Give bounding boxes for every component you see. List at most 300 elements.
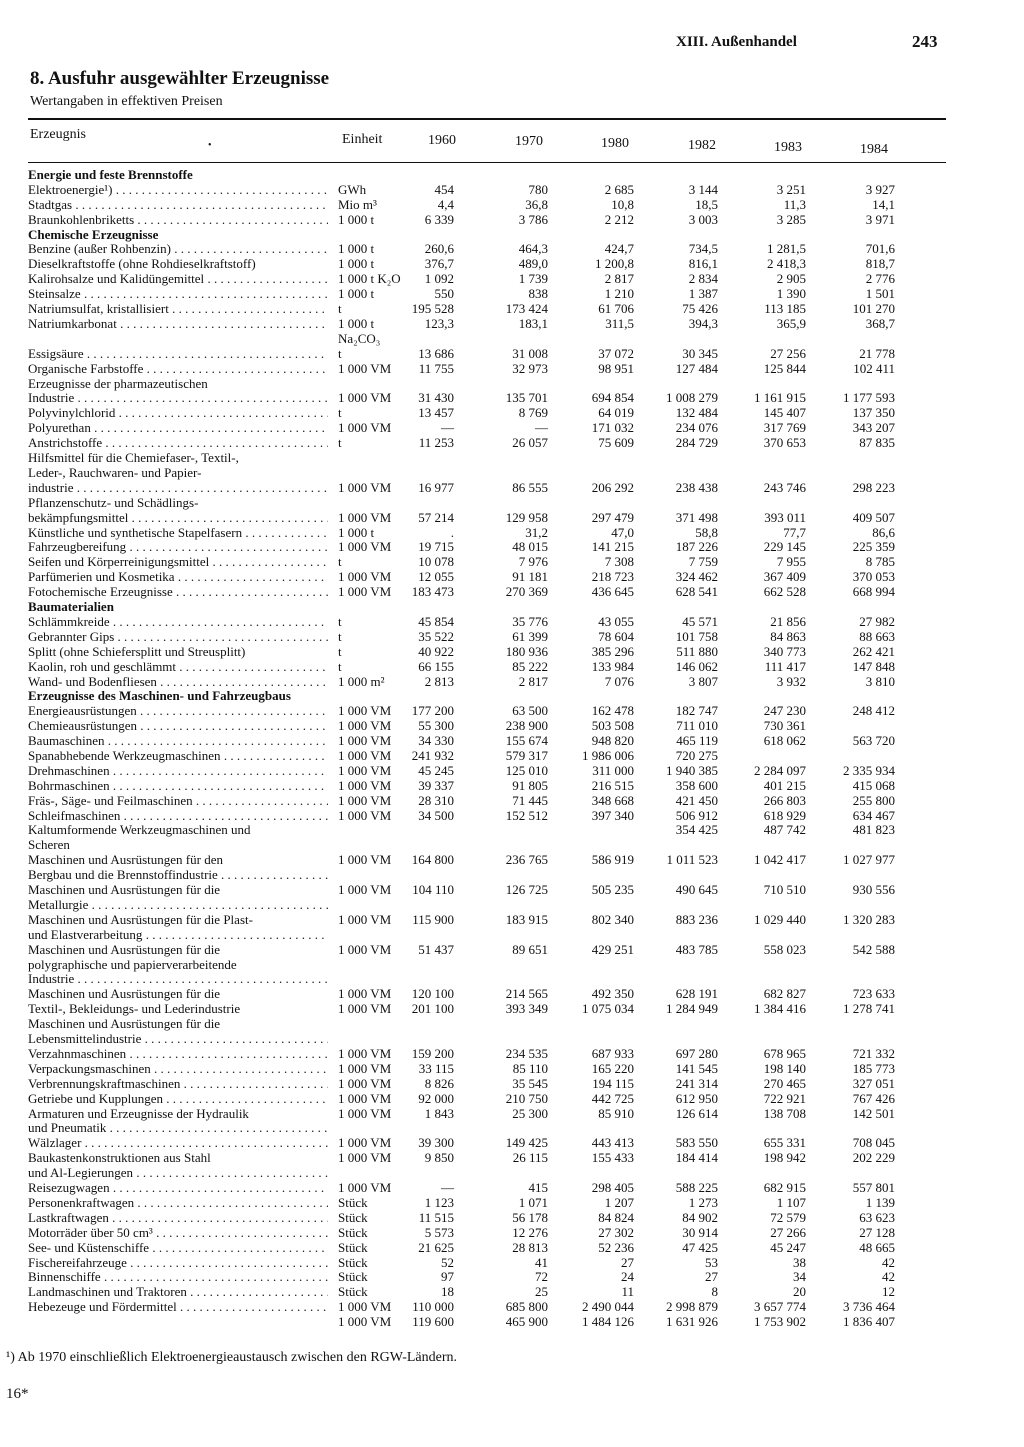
value-cell: 138 708 [763,1106,806,1121]
unit-cell: 1 000 VM [338,882,392,897]
table-row [0,749,1024,763]
product-label: See- und Küstenschiffe . . . [28,1241,328,1255]
table-row [0,928,1024,942]
value-cell: 55 300 [418,718,454,733]
value-cell: 26 057 [512,435,548,450]
value-cell: 149 425 [505,1135,548,1150]
value-cell: 201 100 [411,1001,454,1016]
value-cell: 367 409 [763,569,806,584]
value-cell: 1 123 [424,1195,454,1210]
value-cell: 14,1 [872,197,895,212]
product-label: Wälzlager . . . [28,1136,328,1150]
value-cell: 1 075 034 [582,1001,634,1016]
value-cell: 12 055 [418,569,454,584]
value-cell: 506 912 [675,808,718,823]
column-header-1983: 1983 [774,140,802,155]
value-cell: 284 729 [675,435,718,450]
value-cell: 1 836 407 [843,1314,895,1329]
table-row [0,526,1024,540]
product-label: Bohrmaschinen . . . [28,779,328,793]
column-header-1980: 1980 [601,136,629,151]
unit-cell: 1 000 VM [338,420,392,435]
value-cell: 1 200,8 [595,256,634,271]
value-cell: 11,3 [783,197,806,212]
value-cell: 483 785 [675,942,718,957]
value-cell: 198 140 [763,1061,806,1076]
value-cell: 311,5 [605,316,634,331]
table-row [0,675,1024,689]
value-cell: 393 349 [505,1001,548,1016]
value-cell: 694 854 [591,390,634,405]
value-cell: 682 827 [763,986,806,1001]
product-label: Lebensmittelindustrie . . . [28,1032,328,1046]
value-cell: 137 350 [852,405,895,420]
product-label: industrie . . . [28,481,328,495]
value-cell: 142 501 [852,1106,895,1121]
table-row [0,362,1024,376]
value-cell: 1 986 006 [582,748,634,763]
value-cell: 206 292 [591,480,634,495]
value-cell: 152 512 [505,808,548,823]
table-row [0,630,1024,644]
value-cell: 442 725 [591,1091,634,1106]
value-cell: 57 214 [418,510,454,525]
product-label: Schlämmkreide . . . [28,615,328,629]
product-label: Fräs-, Säge- und Feilmaschinen . . . [28,794,328,808]
value-cell: 340 773 [763,644,806,659]
value-cell: 26 115 [512,1150,548,1165]
value-cell: 97 [441,1269,454,1284]
value-cell: 6 339 [424,212,454,227]
product-label: Baumaschinen . . . [28,734,328,748]
product-label: Natriumsulfat, kristallisiert . . . [28,302,328,316]
unit-cell: Stück [338,1210,368,1225]
unit-cell: 1 000 VM [338,852,392,867]
product-label: Anstrichstoffe . . . [28,436,328,450]
table-row [0,1136,1024,1150]
value-cell: 202 229 [852,1150,895,1165]
table-row [0,853,1024,867]
section-heading [0,228,1024,242]
column-header-1960: 1960 [428,133,456,148]
table-row [0,1300,1024,1314]
value-cell: 13 457 [418,405,454,420]
unit-cell: Mio m³ [338,197,377,212]
value-cell: 1 008 279 [666,390,718,405]
table-row [0,1270,1024,1284]
unit-cell: t [338,554,342,569]
section-label: Chemische Erzeugnisse [28,228,159,242]
value-cell: 85 910 [598,1106,634,1121]
value-cell: 171 032 [591,420,634,435]
unit-cell: 1 000 VM [338,569,392,584]
value-cell: 19 715 [418,539,454,554]
table-row [0,555,1024,569]
value-cell: 32 973 [512,361,548,376]
value-cell: 86 555 [512,480,548,495]
product-label: Scheren [28,838,70,852]
table-title: 8. Ausfuhr ausgewählter Erzeugnisse [30,68,330,89]
product-label: Armaturen und Erzeugnisse der Hydraulik [28,1107,249,1121]
table-row [0,1256,1024,1270]
value-cell: 20 [793,1284,806,1299]
value-cell: 34 330 [418,733,454,748]
table-row [0,645,1024,659]
value-cell: 21 778 [859,346,895,361]
value-cell: 3 657 774 [754,1299,806,1314]
value-cell: 2 776 [865,271,895,286]
value-cell: 465 119 [676,733,718,748]
value-cell: 838 [528,286,548,301]
unit-cell: 1 000 VM [338,510,392,525]
table-row [0,436,1024,450]
value-cell: 25 [535,1284,548,1299]
value-cell: 88 663 [859,629,895,644]
value-cell: 1 161 915 [754,390,806,405]
product-label: Künstliche und synthetische Stapelfasern . . . [28,526,328,540]
value-cell: 1 387 [688,286,718,301]
table-row [0,987,1024,1001]
value-cell: 343 207 [852,420,895,435]
table-row [0,570,1024,584]
value-cell: 72 579 [770,1210,806,1225]
value-cell: 767 426 [852,1091,895,1106]
value-cell: 3 971 [865,212,895,227]
value-cell: 234 535 [505,1046,548,1061]
value-cell: 2 817 [518,674,548,689]
product-label: Benzine (außer Rohbenzin) . . . [28,242,328,256]
value-cell: 64 019 [598,405,634,420]
column-header-1982: 1982 [688,138,716,153]
value-cell: 710 510 [763,882,806,897]
value-cell: 2 998 879 [666,1299,718,1314]
value-cell: 53 [705,1255,718,1270]
value-cell: 721 332 [852,1046,895,1061]
value-cell: 443 413 [591,1135,634,1150]
table-row [0,1196,1024,1210]
value-cell: 10 078 [418,554,454,569]
unit-cell: Na₂CO₃ [338,331,381,346]
value-cell: 47,0 [611,525,634,540]
value-cell: 27 266 [770,1225,806,1240]
product-label: Spanabhebende Werkzeugmaschinen . . . [28,749,328,763]
unit-cell: 1 000 VM [338,703,392,718]
product-label: Maschinen und Ausrüstungen für die [28,1017,221,1031]
value-cell: 348 668 [591,793,634,808]
product-label: Fischereifahrzeuge . . . [28,1256,328,1270]
value-cell: 2 817 [604,271,634,286]
value-cell: 27 302 [598,1225,634,1240]
value-cell: 2 834 [688,271,718,286]
value-cell: 1 484 126 [582,1314,634,1329]
table-row [0,779,1024,793]
value-cell: 1 011 523 [666,852,718,867]
stray-dot-mark: • [208,140,212,151]
value-cell: 238 438 [675,480,718,495]
signature-mark: 16* [6,1386,29,1402]
unit-cell: t [338,405,342,420]
value-cell: 164 800 [411,852,454,867]
product-label: Drehmaschinen . . . [28,764,328,778]
value-cell: 61 399 [512,629,548,644]
section-heading [0,689,1024,703]
table-row [0,198,1024,212]
product-label: Kaolin, roh und geschlämmt . . . [28,660,328,674]
unit-cell: t [338,659,342,674]
value-cell: 409 507 [852,510,895,525]
table-row [0,406,1024,420]
table-row [0,1226,1024,1240]
value-cell: 40 922 [418,644,454,659]
value-cell: 550 [434,286,454,301]
value-cell: 145 407 [763,405,806,420]
value-cell: 41 [535,1255,548,1270]
product-label: Verzahnmaschinen . . . [28,1047,328,1061]
value-cell: 24 [621,1269,634,1284]
product-label: Metallurgie . . . [28,898,328,912]
unit-cell: Stück [338,1225,368,1240]
value-cell: 1 843 [424,1106,454,1121]
unit-cell: 1 000 VM [338,808,392,823]
value-cell: 3 251 [776,182,806,197]
value-cell: 28 310 [418,793,454,808]
value-cell: 77,7 [783,525,806,540]
value-cell: 241 314 [675,1076,718,1091]
value-cell: 10,8 [611,197,634,212]
value-cell: 8 826 [424,1076,454,1091]
value-cell: 91 181 [512,569,548,584]
value-cell: 464,3 [518,241,548,256]
table-row [0,1241,1024,1255]
value-cell: 734,5 [688,241,718,256]
product-label: Industrie . . . [28,391,328,405]
value-cell: 58,8 [695,525,718,540]
value-cell: 393 011 [764,510,806,525]
value-cell: 7 976 [518,554,548,569]
table-row [0,1315,1024,1329]
value-cell: 183,1 [518,316,548,331]
value-cell: 86,6 [872,525,895,540]
value-cell: 113 185 [764,301,806,316]
value-cell: 780 [528,182,548,197]
value-cell: 816,1 [688,256,718,271]
value-cell: 243 746 [763,480,806,495]
value-cell: 13 686 [418,346,454,361]
table-row [0,1211,1024,1225]
value-cell: 16 977 [418,480,454,495]
value-cell: 262 421 [852,644,895,659]
table-row [0,898,1024,912]
table-row [0,1107,1024,1121]
value-cell: 492 350 [591,986,634,1001]
value-cell: 385 296 [591,644,634,659]
value-cell: 87 835 [859,435,895,450]
value-cell: 35 776 [512,614,548,629]
value-cell: 324 462 [675,569,718,584]
value-cell: 618 929 [763,808,806,823]
unit-cell: t [338,301,342,316]
table-row [0,466,1024,480]
value-cell: 173 424 [505,301,548,316]
product-label: Maschinen und Ausrüstungen für den [28,853,223,867]
value-cell: 91 805 [512,778,548,793]
value-cell: 708 045 [852,1135,895,1150]
table-row [0,794,1024,808]
product-label: Splitt (ohne Schiefersplitt und Streusplitt) [28,645,246,659]
value-cell: 27 128 [859,1225,895,1240]
table-row [0,809,1024,823]
product-label: Stadtgas . . . [28,198,328,212]
value-cell: 45 245 [418,763,454,778]
value-cell: 30 345 [682,346,718,361]
value-cell: 722 921 [763,1091,806,1106]
product-label: Elektroenergie¹) . . . [28,183,328,197]
value-cell: 104 110 [412,882,454,897]
value-cell: 25 300 [512,1106,548,1121]
table-row [0,302,1024,316]
value-cell: 38 [793,1255,806,1270]
unit-cell: 1 000 VM [338,480,392,495]
value-cell: 18 [441,1284,454,1299]
value-cell: 21 625 [418,1240,454,1255]
unit-cell: t [338,435,342,450]
table-row [0,838,1024,852]
section-label: Erzeugnisse des Maschinen- und Fahrzeugbaus [28,689,291,703]
column-header-1970: 1970 [515,134,543,149]
running-head: XIII. Außenhandel [676,34,797,50]
value-cell: 28 813 [512,1240,548,1255]
value-cell: 165 220 [591,1061,634,1076]
value-cell: 3 810 [865,674,895,689]
table-row [0,242,1024,256]
value-cell: 588 225 [675,1180,718,1195]
value-cell: 685 800 [505,1299,548,1314]
value-cell: 229 145 [763,539,806,554]
value-cell: 371 498 [675,510,718,525]
value-cell: 1 739 [518,271,548,286]
value-cell: 818,7 [865,256,895,271]
unit-cell: Stück [338,1240,368,1255]
value-cell: 129 958 [505,510,548,525]
value-cell: 42 [882,1269,895,1284]
value-cell: 27 [705,1269,718,1284]
table-row [0,734,1024,748]
value-cell: 2 212 [604,212,634,227]
value-cell: 52 [441,1255,454,1270]
value-cell: 1 631 926 [666,1314,718,1329]
unit-cell: 1 000 t [338,316,375,331]
product-label: Schleifmaschinen . . . [28,809,328,823]
value-cell: 365,9 [776,316,806,331]
value-cell: 454 [434,182,454,197]
value-cell: 701,6 [865,241,895,256]
value-cell: 102 411 [853,361,895,376]
product-label: Kalirohsalze und Kalidüngemittel . . . [28,272,328,286]
value-cell: 7 076 [604,674,634,689]
value-cell: 255 800 [852,793,895,808]
table-row [0,1032,1024,1046]
value-cell: 662 528 [763,584,806,599]
value-cell: 39 300 [418,1135,454,1150]
value-cell: 159 200 [411,1046,454,1061]
value-cell: 133 984 [591,659,634,674]
value-cell: 184 414 [675,1150,718,1165]
value-cell: 11 253 [418,435,454,450]
value-cell: 135 701 [505,390,548,405]
value-cell: 1 390 [776,286,806,301]
value-cell: 511 880 [676,644,718,659]
value-cell: 52 236 [598,1240,634,1255]
value-cell: 481 823 [852,822,895,837]
value-cell: 111 417 [764,659,806,674]
unit-cell: 1 000 VM [338,1135,392,1150]
value-cell: 187 226 [675,539,718,554]
value-cell: 2 335 934 [843,763,895,778]
value-cell: 218 723 [591,569,634,584]
value-cell: 11 515 [418,1210,454,1225]
unit-cell: 1 000 t [338,286,375,301]
table-row [0,183,1024,197]
product-label: polygraphische und papierverarbeitende [28,958,237,972]
value-cell: 401 215 [763,778,806,793]
table-row [0,704,1024,718]
value-cell: 84 902 [682,1210,718,1225]
value-cell: 21 856 [770,614,806,629]
value-cell: 216 515 [591,778,634,793]
value-cell: 45 571 [682,614,718,629]
product-label: Gebrannter Gips . . . [28,630,328,644]
value-cell: 92 000 [418,1091,454,1106]
table-row [0,1017,1024,1031]
value-cell: 266 803 [763,793,806,808]
product-label: Hebezeuge und Fördermittel . . . [28,1300,328,1314]
value-cell: 687 933 [591,1046,634,1061]
value-cell: 1 042 417 [754,852,806,867]
product-label: Polyvinylchlorid . . . [28,406,328,420]
value-cell: 612 950 [675,1091,718,1106]
product-label: Lastkraftwagen . . . [28,1211,328,1225]
value-cell: 72 [535,1269,548,1284]
product-label: Fahrzeugbereifung . . . [28,540,328,554]
unit-cell: 1 000 VM [338,763,392,778]
section-label: Energie und feste Brennstoffe [28,168,193,182]
product-label: und Elastverarbeitung . . . [28,928,328,942]
table-row [0,660,1024,674]
value-cell: 185 773 [852,1061,895,1076]
table-row [0,1077,1024,1091]
value-cell: 4,4 [437,197,454,212]
value-cell: 557 801 [852,1180,895,1195]
table-row [0,481,1024,495]
unit-cell: t [338,614,342,629]
value-cell: 12 276 [512,1225,548,1240]
value-cell: 101 270 [852,301,895,316]
value-cell: 505 235 [591,882,634,897]
value-cell: 558 023 [763,942,806,957]
page-number: 243 [912,32,938,51]
unit-cell: 1 000 t [338,212,375,227]
product-label: Landmaschinen und Traktoren . . . [28,1285,328,1299]
value-cell: 89 651 [512,942,548,957]
value-cell: 5 573 [424,1225,454,1240]
table-row [0,1092,1024,1106]
value-cell: 7 955 [776,554,806,569]
value-cell: 11 [621,1284,634,1299]
value-cell: 85 110 [512,1061,548,1076]
table-row [0,257,1024,271]
product-label: Getriebe und Kupplungen . . . [28,1092,328,1106]
value-cell: 42 [882,1255,895,1270]
